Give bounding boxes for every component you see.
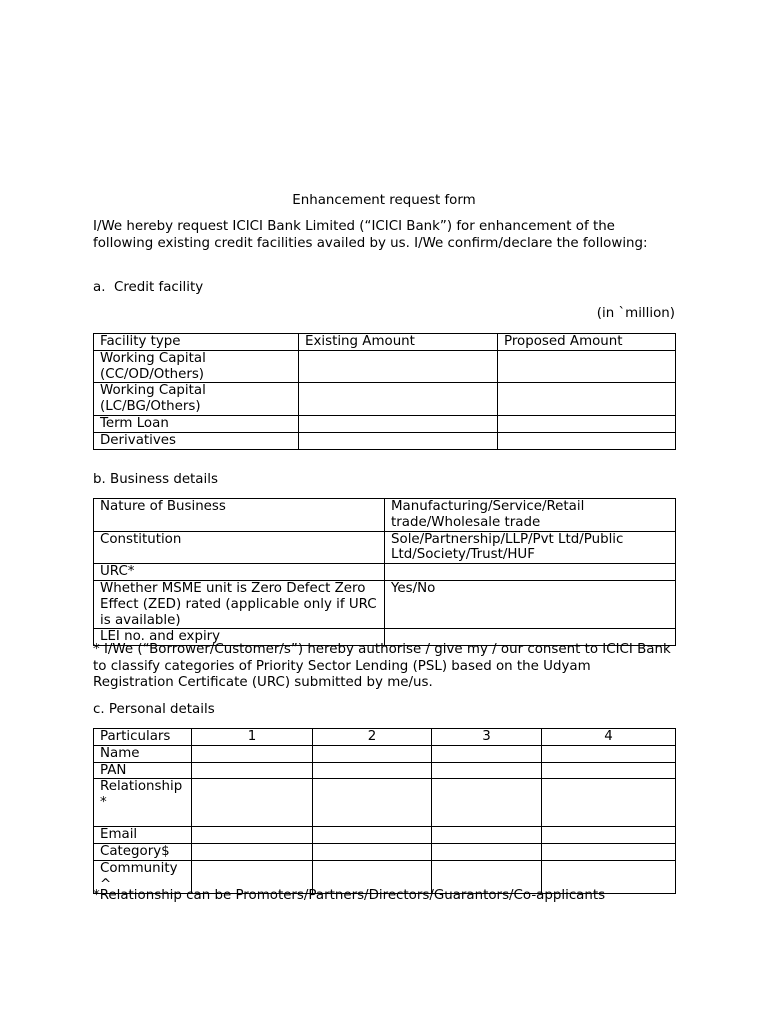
table-row <box>94 350 676 383</box>
particulars-cell: PAN <box>94 762 192 779</box>
form-title: Enhancement request form <box>292 193 476 208</box>
table-row <box>94 564 676 581</box>
person-field[interactable] <box>542 827 676 844</box>
relationship-note: *Relationship can be Promoters/Partners/Directors/Guarantors/Co-applicants <box>93 888 606 903</box>
header-cell: Existing Amount <box>299 334 498 351</box>
existing-amount-field[interactable] <box>299 432 498 449</box>
particulars-cell: Community ^ <box>94 860 192 893</box>
header-cell: Particulars <box>94 729 192 746</box>
proposed-amount-field[interactable] <box>498 432 676 449</box>
facility-type-cell: Term Loan <box>94 415 299 432</box>
person-field[interactable] <box>432 827 542 844</box>
existing-amount-field[interactable] <box>299 415 498 432</box>
facility-type-cell: Working Capital (LC/BG/Others) <box>94 383 299 416</box>
person-field[interactable] <box>542 762 676 779</box>
urc-field[interactable] <box>385 564 676 581</box>
person-field[interactable] <box>542 745 676 762</box>
person-field[interactable] <box>432 779 542 827</box>
person-field[interactable] <box>313 779 432 827</box>
particulars-cell: Email <box>94 827 192 844</box>
person-field[interactable] <box>313 844 432 861</box>
section-c-heading: c. Personal details <box>93 702 215 717</box>
existing-amount-field[interactable] <box>299 383 498 416</box>
header-cell: Facility type <box>94 334 299 351</box>
table-row <box>94 531 676 564</box>
person-field[interactable] <box>192 844 313 861</box>
business-label-cell: Nature of Business <box>94 499 385 532</box>
business-label-cell: LEI no. and expiry <box>94 629 385 646</box>
table-row <box>94 415 676 432</box>
proposed-amount-field[interactable] <box>498 383 676 416</box>
person-field[interactable] <box>192 779 313 827</box>
facility-type-cell: Derivatives <box>94 432 299 449</box>
particulars-cell: Relationship* <box>94 779 192 827</box>
table-row <box>94 762 676 779</box>
table-row <box>94 779 676 827</box>
intro-paragraph: I/We hereby request ICICI Bank Limited (“ICICI Bank”) for enhancement of the following existing credit facilities availed by us. I/We confirm/declare the following: <box>93 219 648 251</box>
proposed-amount-field[interactable] <box>498 415 676 432</box>
business-value-cell[interactable]: Sole/Partnership/LLP/Pvt Ltd/Public Ltd/Society/Trust/HUF <box>385 531 676 564</box>
particulars-cell: Category$ <box>94 844 192 861</box>
table-header-row <box>94 334 676 351</box>
particulars-cell: Name <box>94 745 192 762</box>
person-field[interactable] <box>192 762 313 779</box>
table-row <box>94 432 676 449</box>
business-label-cell: URC* <box>94 564 385 581</box>
person-field[interactable] <box>432 762 542 779</box>
table-row <box>94 580 676 628</box>
business-value-cell[interactable]: Manufacturing/Service/Retail trade/Wholesale trade <box>385 499 676 532</box>
unit-note: (in `million) <box>596 306 675 321</box>
table-row <box>94 499 676 532</box>
person-field[interactable] <box>432 745 542 762</box>
person-field[interactable] <box>192 827 313 844</box>
zed-rated-field[interactable]: Yes/No <box>385 580 676 628</box>
person-field[interactable] <box>192 745 313 762</box>
header-cell: 3 <box>432 729 542 746</box>
business-label-cell: Whether MSME unit is Zero Defect Zero Effect (ZED) rated (applicable only if URC is available) <box>94 580 385 628</box>
header-cell: 1 <box>192 729 313 746</box>
header-cell: Proposed Amount <box>498 334 676 351</box>
section-b-heading: b. Business details <box>93 472 218 487</box>
business-details-table <box>93 498 676 646</box>
header-cell: 2 <box>313 729 432 746</box>
facility-type-cell: Working Capital (CC/OD/Others) <box>94 350 299 383</box>
credit-facility-table <box>93 333 676 450</box>
person-field[interactable] <box>313 745 432 762</box>
person-field[interactable] <box>313 827 432 844</box>
existing-amount-field[interactable] <box>299 350 498 383</box>
header-cell: 4 <box>542 729 676 746</box>
table-header-row <box>94 729 676 746</box>
table-row <box>94 383 676 416</box>
business-label-cell: Constitution <box>94 531 385 564</box>
psl-consent-note: * I/We (“Borrower/Customer/s”) hereby authorise / give my / our consent to ICICI Bank to classify categories of Priority Sector Lending (PSL) based on the Udyam Registration Certificate (URC) submitted by me/us. <box>93 642 671 690</box>
person-field[interactable] <box>542 779 676 827</box>
person-field[interactable] <box>432 844 542 861</box>
section-a-heading: a. Credit facility <box>93 280 204 295</box>
person-field[interactable] <box>542 844 676 861</box>
table-row <box>94 827 676 844</box>
proposed-amount-field[interactable] <box>498 350 676 383</box>
table-row <box>94 844 676 861</box>
table-row <box>94 745 676 762</box>
person-field[interactable] <box>313 762 432 779</box>
personal-details-table <box>93 728 676 894</box>
